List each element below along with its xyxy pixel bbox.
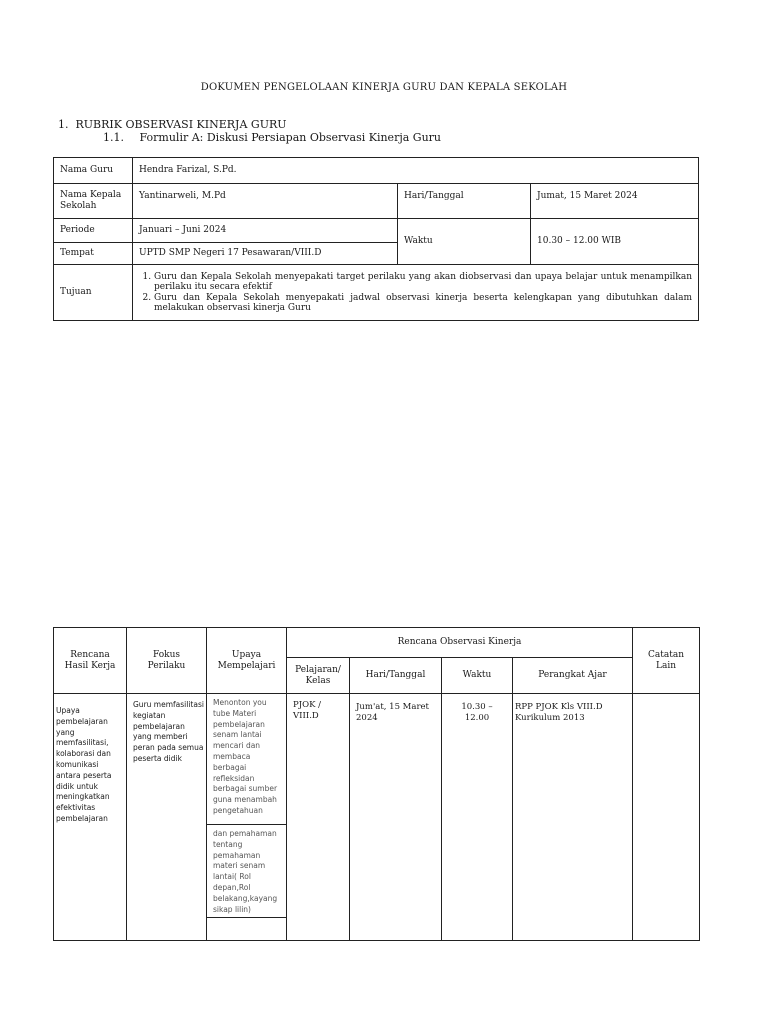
pelajaran-kelas-cell: PJOK / VIII.D xyxy=(287,694,350,941)
subsection-number: 1.1. xyxy=(103,131,124,144)
hari-tanggal-label: Hari/Tanggal xyxy=(398,184,531,219)
periode-label: Periode xyxy=(54,219,133,243)
section-label: RUBRIK OBSERVASI KINERJA GURU xyxy=(75,118,287,131)
hari-tanggal-cell: Jum'at, 15 Maret 2024 xyxy=(350,694,442,941)
nama-guru-value: Hendra Farizal, S.Pd. xyxy=(133,158,699,184)
catatan-lain-cell xyxy=(633,694,700,941)
nama-guru-label: Nama Guru xyxy=(54,158,133,184)
document-title: DOKUMEN PENGELOLAAN KINERJA GURU DAN KEPALA SEKOLAH xyxy=(200,82,568,93)
header-rencana-observasi: Rencana Observasi Kinerja xyxy=(287,628,633,658)
header-pelajaran-kelas: Pelajaran/ Kelas xyxy=(287,658,350,694)
kepala-sekolah-label: Nama Kepala Sekolah xyxy=(54,184,133,219)
waktu-cell: 10.30 – 12.00 xyxy=(442,694,513,941)
header-perangkat-ajar: Perangkat Ajar xyxy=(513,658,633,694)
tujuan-label: Tujuan xyxy=(54,265,133,321)
upaya-mempelajari-cell-1: Menonton you tube Materi pembelajaran senam lantai mencari dan membaca berbagai refleksidan berbagai sumber guna menambah pengetahuan xyxy=(207,694,287,825)
upaya-mempelajari-cell-2: dan pemahaman tentang pemahaman materi senam lantai( Rol depan,Rol belakang,kayang sikap lilin) xyxy=(207,825,287,918)
tujuan-item-2: 2. Guru dan Kepala Sekolah menyepakati jadwal observasi kinerja beserta kelengkapan yang dibutuhkan dalam melakukan observasi kinerja Guru xyxy=(154,293,692,314)
section-number: 1. xyxy=(58,118,69,131)
kepala-sekolah-value: Yantinarweli, M.Pd xyxy=(133,184,398,219)
header-catatan-lain: Catatan Lain xyxy=(633,628,700,694)
periode-value: Januari – Juni 2024 xyxy=(133,219,398,243)
header-upaya-mempelajari: Upaya Mempelajari xyxy=(207,628,287,694)
waktu-value: 10.30 – 12.00 WIB xyxy=(531,219,699,265)
perangkat-ajar-cell: RPP PJOK Kls VIII.D Kurikulum 2013 xyxy=(513,694,633,941)
header-hari-tanggal: Hari/Tanggal xyxy=(350,658,442,694)
header-fokus-perilaku: Fokus Perilaku xyxy=(127,628,207,694)
observation-plan-table xyxy=(53,627,700,941)
tempat-value: UPTD SMP Negeri 17 Pesawaran/VIII.D xyxy=(133,243,398,265)
section-heading xyxy=(58,118,287,131)
fokus-perilaku-cell: Guru memfasilitasi kegiatan pembelajaran yang memberi peran pada semua peserta didik xyxy=(127,694,207,941)
hari-tanggal-value: Jumat, 15 Maret 2024 xyxy=(531,184,699,219)
subsection-heading xyxy=(103,131,453,144)
header-rencana-hasil-kerja: Rencana Hasil Kerja xyxy=(54,628,127,694)
waktu-label: Waktu xyxy=(398,219,531,265)
tempat-label: Tempat xyxy=(54,243,133,265)
tujuan-value xyxy=(133,265,699,321)
tujuan-item-1: 1. Guru dan Kepala Sekolah menyepakati target perilaku yang akan diobservasi dan upaya belajar untuk menampilkan perilaku itu secara efektif xyxy=(154,272,692,293)
tujuan-list xyxy=(141,272,692,314)
header-waktu: Waktu xyxy=(442,658,513,694)
observation-info-table xyxy=(53,157,699,321)
upaya-mempelajari-cell-3 xyxy=(207,918,287,941)
rencana-hasil-kerja-cell: Upaya pembelajaran yang memfasilitasi, kolaborasi dan komunikasi antara peserta didik untuk meningkatkan efektivitas pembelajaran xyxy=(54,694,127,941)
subsection-label: Formulir A: Diskusi Persiapan Observasi Kinerja Guru xyxy=(139,131,442,144)
